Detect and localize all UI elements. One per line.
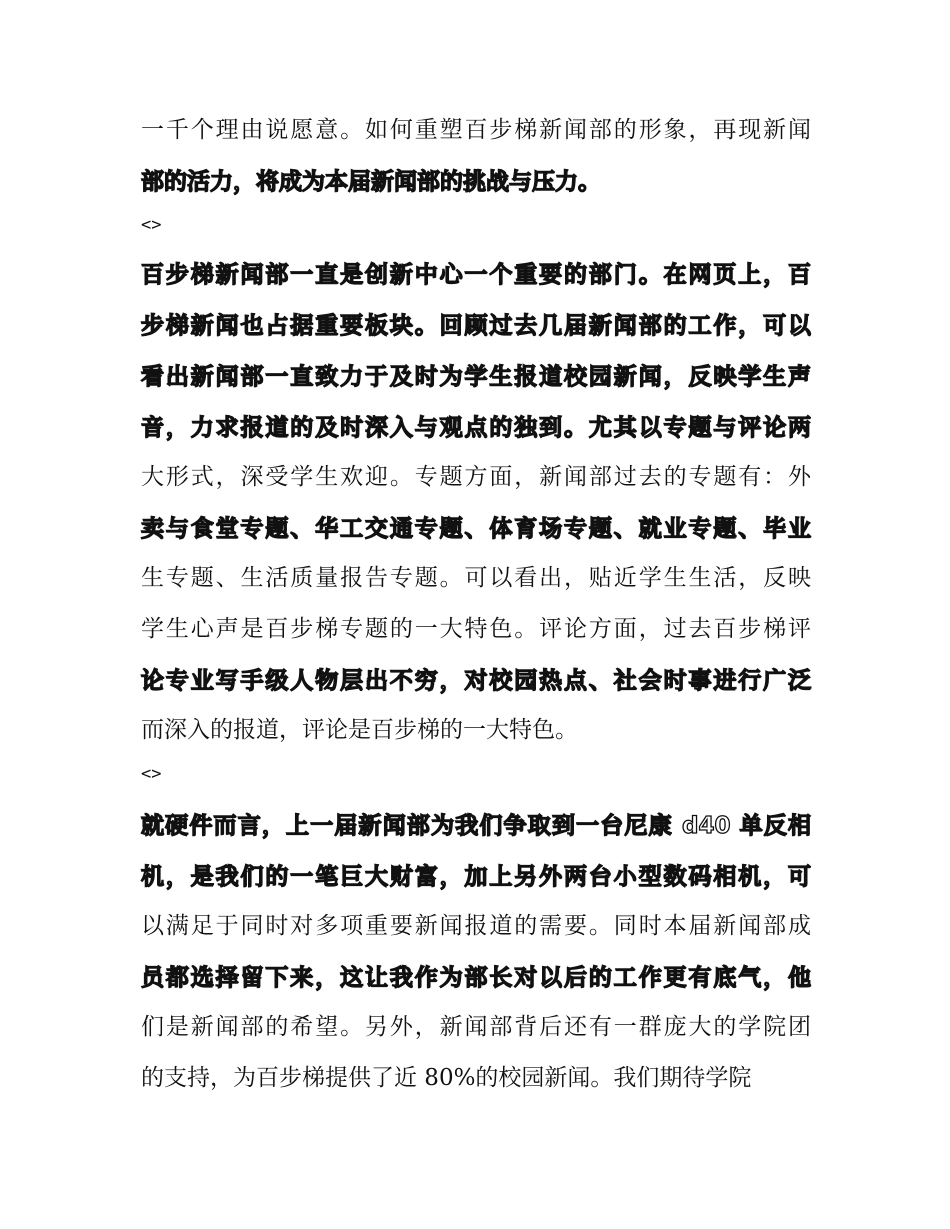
text-line: 以满足于同时对多项重要新闻报道的需要。同时本届新闻部成 [141,913,811,939]
text-line: 大形式，深受学生欢迎。专题方面，新闻部过去的专题有：外 [141,464,811,490]
text-line: 一千个理由说愿意。如何重塑百步梯新闻部的形象，再现新闻 [141,117,811,143]
text-line: 员都选择留下来，这让我作为部长对以后的工作更有底气，他 [141,965,811,991]
paragraph-separator: <> [141,215,162,235]
text-line: 生专题、生活质量报告专题。可以看出，贴近学生生活，反映 [141,565,811,591]
text-line: 音，力求报道的及时深入与观点的独到。尤其以专题与评论两 [141,415,811,441]
text-line: 而深入的报道，评论是百步梯的一大特色。 [141,717,578,743]
text-line: 们是新闻部的希望。另外，新闻部背后还有一群庞大的学院团 [141,1014,811,1040]
text-line: 百步梯新闻部一直是创新中心一个重要的部门。在网页上，百 [141,262,811,288]
text-line: 就硬件而言，上一届新闻部为我们争取到一台尼康 d40 单反相 [141,813,811,839]
text-line: 卖与食堂专题、华工交通专题、体育场专题、就业专题、毕业 [141,516,811,542]
text-line: 步梯新闻也占据重要板块。回顾过去几届新闻部的工作，可以 [141,313,811,339]
text-line: 学生心声是百步梯专题的一大特色。评论方面，过去百步梯评 [141,616,811,642]
text-line: 论专业写手级人物层出不穷，对校园热点、社会时事进行广泛 [141,668,811,694]
text-line: 机，是我们的一笔巨大财富，加上另外两台小型数码相机，可 [141,864,811,890]
text-line: 看出新闻部一直致力于及时为学生报道校园新闻，反映学生声 [141,364,811,390]
text-line: 部的活力，将成为本届新闻部的挑战与压力。 [141,169,601,195]
paragraph-separator: <> [141,764,162,784]
text-line: 的支持，为百步梯提供了近 80%的校园新闻。我们期待学院 [141,1065,752,1091]
